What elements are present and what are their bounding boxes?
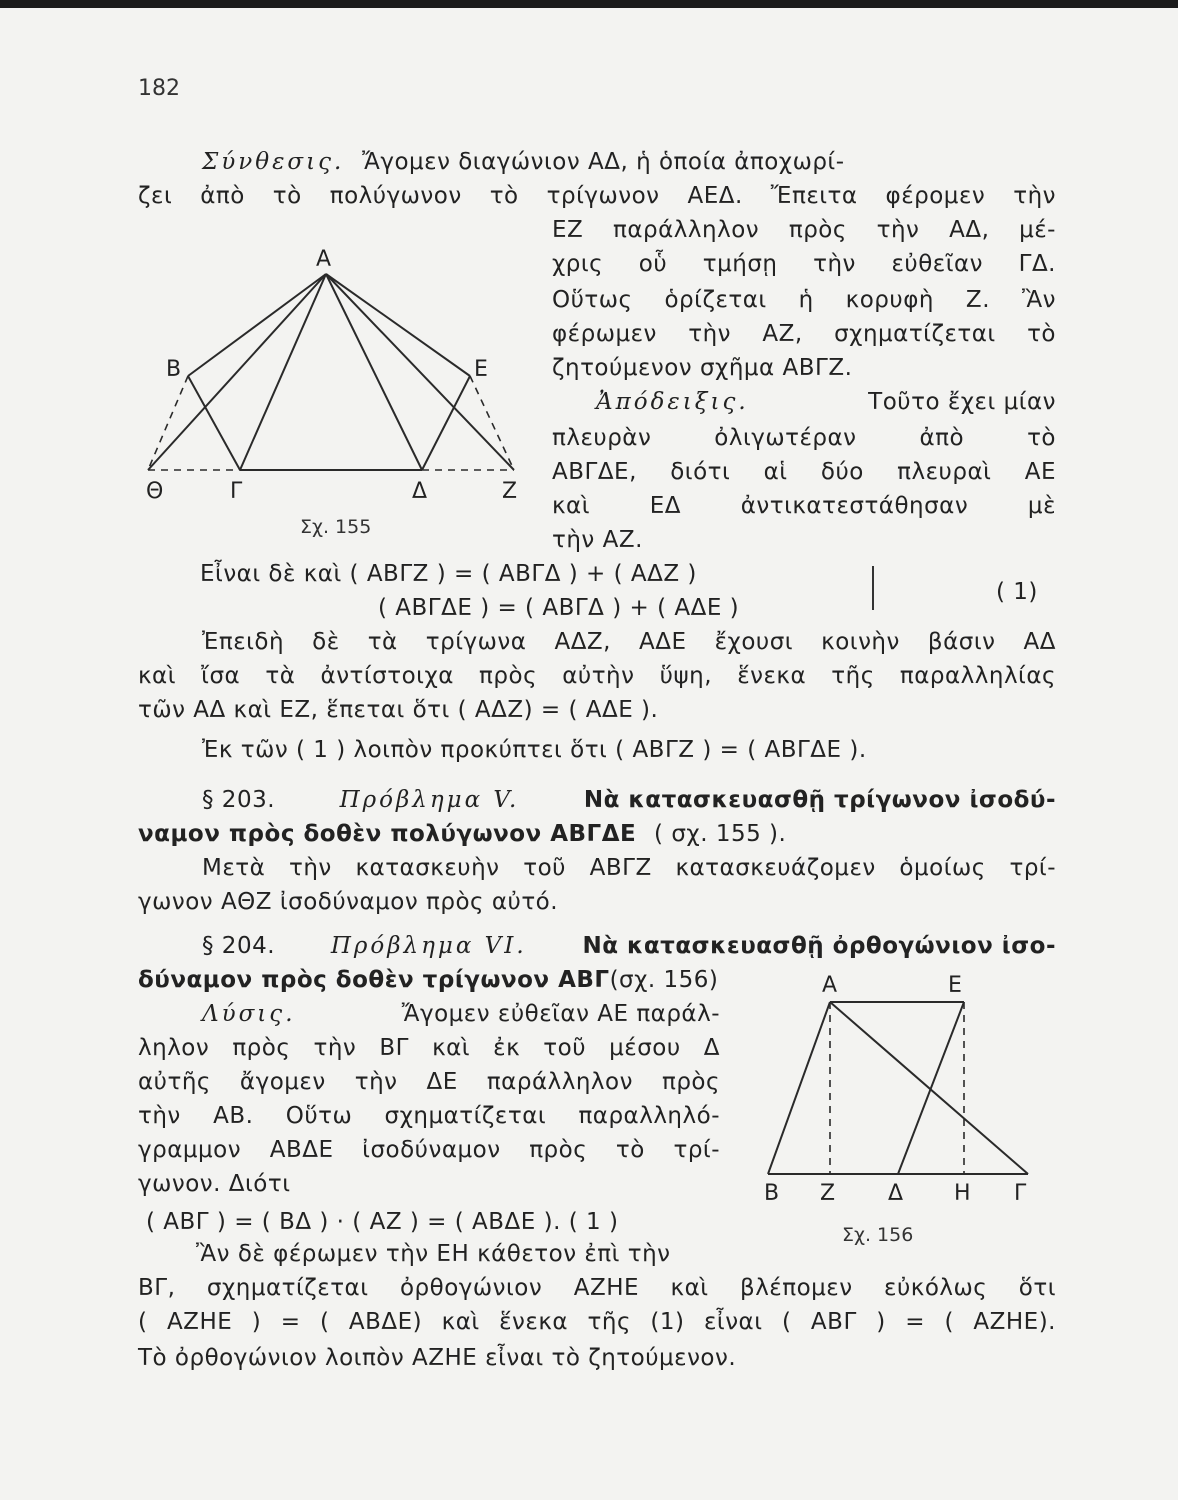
text-line [138,964,718,996]
side-ab [768,1002,830,1174]
text-line: γωνον. Διότι [138,1171,291,1197]
text-line: τῶν ΑΔ καὶ ΕΖ, ἕπεται ὅτι ( ΑΔΖ) = ( ΑΔΕ ). [138,697,659,723]
heading-proof: Ἀπόδειξις. [596,389,749,415]
label-a: Α [316,247,332,272]
label-z: Ζ [820,1181,836,1206]
label-e: Ε [474,357,488,382]
text-line [202,784,1056,816]
problem-title-v: Πρόβλημα V. [339,787,520,813]
text-line: ΑΒΓΔΕ, διότι αἱ δύο πλευραὶ ΑΕ [552,459,1056,485]
problem-statement: δύναμον πρὸς δοθὲν τρίγωνον ΑΒΓ [138,967,610,993]
text-line: ζητούμενον σχῆμα ΑΒΓΖ. [552,355,853,381]
side-bg [188,376,240,470]
text-line: ζει ἀπὸ τὸ πολύγωνον τὸ τρίγωνον ΑΕΔ. Ἔπειτα φέρομεν τὴν [138,183,1056,209]
problem-statement: Νὰ κατασκευασθῇ ὀρθογώνιον ἰσο- [582,933,1056,959]
text-line [596,386,1056,418]
label-b: Β [166,357,182,382]
text-line: φέρωμεν τὴν ΑΖ, σχηματίζεται τὸ [552,321,1056,347]
heading-solution: Λύσις. [202,1001,296,1027]
diagonal-ag [240,274,326,470]
caption-fig-155: Σχ. 155 [300,516,372,538]
text-line [202,146,845,178]
text-line: Οὕτως ὁρίζεται ἡ κορυφὴ Ζ. Ἂν [552,287,1056,313]
text-line: Ἂν δὲ φέρωμεν τὴν ΕΗ κάθετον ἐπὶ τὴν [196,1241,671,1267]
problem-statement: Νὰ κατασκευασθῇ τρίγωνον ἰσοδύ- [583,787,1056,813]
problem-statement: ναμον πρὸς δοθὲν πολύγωνον ΑΒΓΔΕ [138,821,637,847]
text-line: ΒΓ, σχηματίζεται ὀρθογώνιον ΑΖΗΕ καὶ βλέπομεν εὐκόλως ὅτι [138,1275,1056,1301]
equation-2: ( ΑΒΓΔΕ ) = ( ΑΒΓΔ ) + ( ΑΔΕ ) [378,595,740,621]
section-number-203: § 203. [202,787,276,813]
text-line: γραμμον ΑΒΔΕ ἰσοδύναμον πρὸς τὸ τρί- [138,1137,720,1163]
text-line: Τὸ ὀρθογώνιον λοιπὸν ΑΖΗΕ εἶναι τὸ ζητούμενον. [138,1345,737,1371]
text-line: ΕΖ παράλληλον πρὸς τὴν ΑΔ, μέ- [552,217,1056,243]
text-line: Μετὰ τὴν κατασκευὴν τοῦ ΑΒΓΖ κατασκευάζομεν ὁμοίως τρί- [202,855,1056,881]
problem-title-vi: Πρόβλημα VI. [330,933,527,959]
equation-brace [872,566,878,610]
text-fragment: Ἄγομεν διαγώνιον ΑΔ, ἡ ὁποία ἀποχωρί- [362,149,845,175]
label-b: Β [764,1181,780,1206]
text-line: Ἐπειδὴ δὲ τὰ τρίγωνα ΑΔΖ, ΑΔΕ ἔχουσι κοινὴν βάσιν ΑΔ [202,629,1056,655]
text-line: γωνον ΑΘΖ ἰσοδύναμον πρὸς αὐτό. [138,889,559,915]
heading-synthesis: Σύνθεσις. [202,149,345,175]
label-z: Ζ [502,479,518,500]
text-line: καὶ ΕΔ ἀντικατεστάθησαν μὲ [552,493,1056,519]
text-line: αὐτῆς ἄγομεν τὴν ΔΕ παράλληλον πρὸς [138,1069,720,1095]
figure-reference: (σχ. 156) [609,967,719,993]
text-line: τὴν ΑΖ. [552,527,643,553]
equation-1: Εἶναι δὲ καὶ ( ΑΒΓΖ ) = ( ΑΒΓΔ ) + ( ΑΔΖ ) [200,561,697,587]
equation-number: ( 1) [996,579,1038,605]
text-line: χρις οὗ τμήσῃ τὴν εὐθεῖαν ΓΔ. [552,251,1056,277]
text-line: Ἐκ τῶν ( 1 ) λοιπὸν προκύπτει ὅτι ( ΑΒΓΖ ) = ( ΑΒΓΔΕ ). [202,737,867,763]
section-number-204: § 204. [202,933,276,959]
label-th: Θ [146,479,164,500]
text-fragment: Ἄγομεν εὐθεῖαν ΑΕ παράλ- [401,1001,720,1027]
label-e: Ε [948,973,962,998]
figure-155 [130,240,550,500]
text-line [138,818,786,850]
label-g: Γ [230,479,243,500]
label-a: Α [822,973,838,998]
page-number: 182 [138,76,180,101]
label-g: Γ [1014,1181,1027,1206]
page-top-edge [0,0,1178,8]
text-line: καὶ ἴσα τὰ ἀντίστοιχα πρὸς αὐτὴν ὕψη, ἕνεκα τῆς παραλληλίας [138,663,1056,689]
diagonal-ad [326,274,422,470]
parallel-ez [470,376,514,470]
text-line: πλευρὰν ὀλιγωτέραν ἀπὸ τὸ [552,425,1056,451]
text-line: τὴν ΑΒ. Οὕτω σχηματίζεται παραλληλό- [138,1103,720,1129]
parallel-bth [148,376,188,470]
equation-3: ( ΑΒΓ ) = ( ΒΔ ) · ( ΑΖ ) = ( ΑΒΔΕ ). ( 1 ) [146,1209,619,1235]
caption-fig-156: Σχ. 156 [842,1224,914,1246]
text-line [202,998,720,1030]
label-h: Η [954,1181,971,1206]
side-ea [326,274,470,376]
label-d: Δ [888,1181,904,1206]
figure-156 [752,970,1042,1210]
text-line [202,930,1056,962]
text-fragment: Τοῦτο ἔχει μίαν [868,389,1056,415]
side-ag [830,1002,1028,1174]
figure-reference: ( σχ. 155 ). [654,821,787,847]
text-line: ληλον πρὸς τὴν ΒΓ καὶ ἐκ τοῦ μέσου Δ [138,1035,720,1061]
side-de [422,376,470,470]
text-line: ( ΑΖΗΕ ) = ( ΑΒΔΕ) καὶ ἕνεκα τῆς (1) εἶναι ( ΑΒΓ ) = ( ΑΖΗΕ). [138,1309,1056,1335]
side-ab [188,274,326,376]
line-ed [898,1002,964,1174]
label-d: Δ [412,479,428,500]
